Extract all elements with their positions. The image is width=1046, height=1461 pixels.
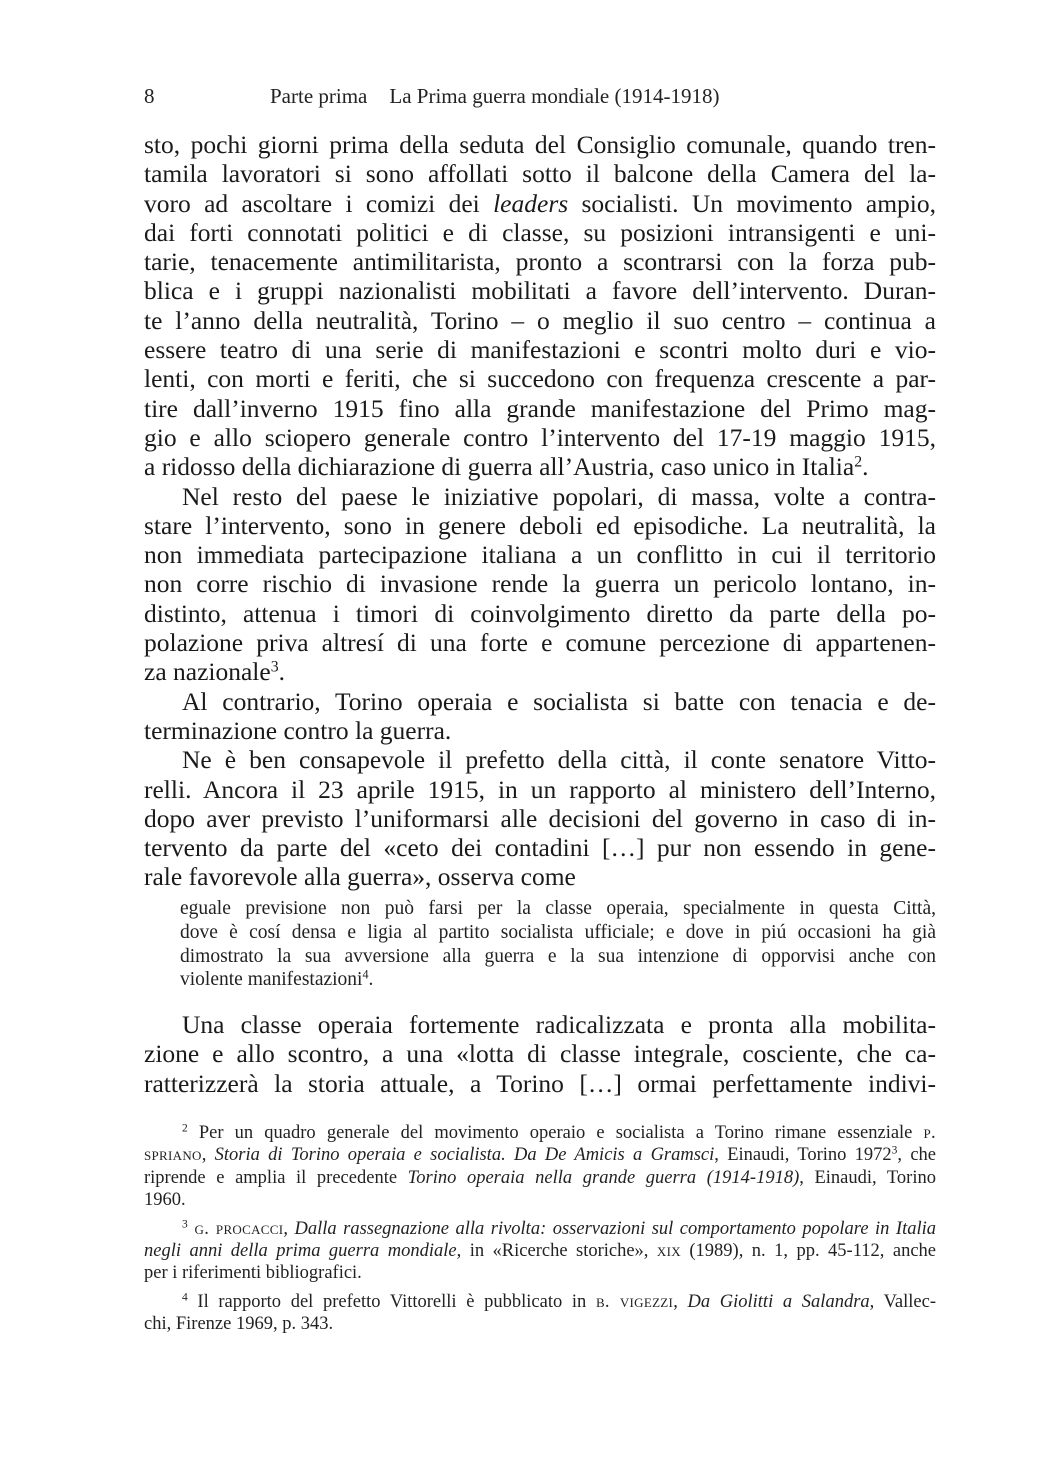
text-line: Nel resto del paese le iniziative popolari, di massa, volte a contra-	[182, 481, 936, 511]
footnote-line: $^4$ Il rapporto del prefetto Vittorelli è pubblicato in b. vigezzi, Da Giolitti a Salandra, Vallec-	[182, 1291, 937, 1312]
text-line: ratterizzerà la storia attuale, a Torino […] ormai perfettamente indivi-	[144, 1068, 936, 1098]
text-line: te l’anno della neutralità, Torino – o meglio il suo centro – continua a	[144, 305, 936, 335]
text-line: essere teatro di una serie di manifestazioni e scontri molto duri e vio-	[144, 335, 936, 365]
text-line: dopo aver previsto l’uniformarsi alle decisioni del governo in caso di in-	[144, 803, 936, 833]
main-text-continued	[144, 1010, 936, 1098]
main-text	[144, 130, 936, 892]
text-line: za nazionale$^3$.	[144, 657, 285, 687]
footnote-line: per i riferimenti bibliografici.	[144, 1263, 362, 1284]
footnotes	[144, 1122, 936, 1336]
quote-line: eguale previsione non può farsi per la classe operaia, specialmente in questa Città,	[180, 898, 936, 919]
footnote-mark: 2	[182, 1122, 188, 1135]
footnote-ref: 3	[270, 658, 279, 676]
text-line: lenti, con morti e feriti, che si succedono con frequenza crescente a par-	[144, 364, 936, 394]
footnote-4	[144, 1291, 936, 1336]
quote-line: violente manifestazioni$^4$.	[180, 967, 374, 991]
footnote-line: chi, Firenze 1969, p. 343.	[144, 1314, 334, 1335]
text-line: tire dall’inverno 1915 fino alla grande manifestazione del Primo mag-	[144, 393, 936, 423]
text-line: sto, pochi giorni prima della seduta del Consiglio comunale, quando tren-	[144, 130, 936, 159]
footnote-mark: 3	[182, 1218, 188, 1231]
footnote-line: 1960.	[144, 1190, 186, 1211]
text-line: terminazione contro la guerra.	[144, 715, 452, 745]
text-line: tamila lavoratori si sono affollati sotto il balcone della Camera del la-	[144, 159, 936, 189]
text-line: zione e allo scontro, a una «lotta di classe integrale, cosciente, che ca-	[144, 1039, 936, 1069]
text-line: a ridosso della dichiarazione di guerra all’Austria, caso unico in Italia$^2$.	[144, 452, 869, 482]
text-line: Ne è ben consapevole il prefetto della città, il conte senatore Vitto-	[182, 745, 936, 775]
header-chapter: La Prima guerra mondiale (1914-1918)	[389, 84, 720, 108]
quote-line: dimostrato la sua avversione alla guerra e la sua intenzione di opporvisi anche con	[180, 945, 936, 967]
text-line: Una classe operaia fortemente radicalizzata e pronta alla mobilita-	[182, 1010, 936, 1039]
footnote-mark: 4	[182, 1291, 188, 1304]
footnote-line: spriano, Storia di Torino operaia e socialista. Da De Amicis a Gramsci, Einaudi, Torino 1972$^3$, che	[144, 1145, 936, 1166]
footnote-3	[144, 1218, 936, 1285]
header-part: Parte prima	[270, 84, 368, 108]
text-line: gio e allo sciopero generale contro l’intervento del 17-19 maggio 1915,	[144, 422, 936, 452]
text-line: distinto, attenua i timori di coinvolgimento diretto da parte della po-	[144, 598, 936, 628]
footnote-2	[144, 1122, 936, 1212]
text-line: tervento da parte del «ceto dei contadini […] pur non essendo in gene-	[144, 833, 936, 863]
text-line: relli. Ancora il 23 aprile 1915, in un rapporto al ministero dell’Interno,	[144, 774, 936, 804]
text-line: stare l’intervento, sono in genere deboli ed episodiche. La neutralità, la	[144, 510, 936, 540]
text-line: Al contrario, Torino operaia e socialista si batte con tenacia e de-	[182, 686, 936, 716]
footnote-ref: 2	[854, 453, 863, 471]
text-line: voro ad ascoltare i comizi dei leaders socialisti. Un movimento ampio,	[144, 188, 937, 218]
page-number: 8	[144, 84, 155, 108]
text-line: polazione priva altresí di una forte e comune percezione di appartenen-	[144, 628, 936, 658]
footnote-line: $^2$ Per un quadro generale del movimento operaio e socialista a Torino rimane essenziale p.	[182, 1122, 936, 1143]
text-line: rale favorevole alla guerra», osserva come	[144, 862, 576, 892]
text-line: non immediata partecipazione italiana a un conflitto in cui il territorio	[144, 540, 936, 570]
footnote-line: negli anni della prima guerra mondiale, in «Ricerche storiche», xix (1989), n. 1, pp. 45-112, anche	[144, 1241, 937, 1262]
text-line: dai forti connotati politici e di classe, su posizioni intransigenti e uni-	[144, 217, 936, 247]
block-quote	[180, 897, 936, 992]
text-line: tarie, tenacemente antimilitarista, pronto a scontrarsi con la forza pub-	[144, 247, 936, 277]
footnote-line: riprende e amplia il precedente Torino operaia nella grande guerra (1914-1918), Einaudi, Torino	[144, 1167, 936, 1188]
footnote-ref: 4	[362, 967, 369, 982]
running-header	[144, 84, 719, 109]
italic-term: leaders	[493, 188, 569, 218]
text-line: non corre rischio di invasione rende la guerra un pericolo lontano, in-	[144, 569, 936, 599]
quote-line: dove è cosí densa e ligia al partito socialista ufficiale; e dove in piú occasioni ha già	[180, 921, 936, 943]
text-line: blica e i gruppi nazionalisti mobilitati a favore dell’intervento. Duran-	[144, 276, 936, 306]
footnote-line: $^3$ g. procacci, Dalla rassegnazione alla rivolta: osservazioni sul comportamento popolare in Italia	[182, 1218, 936, 1239]
